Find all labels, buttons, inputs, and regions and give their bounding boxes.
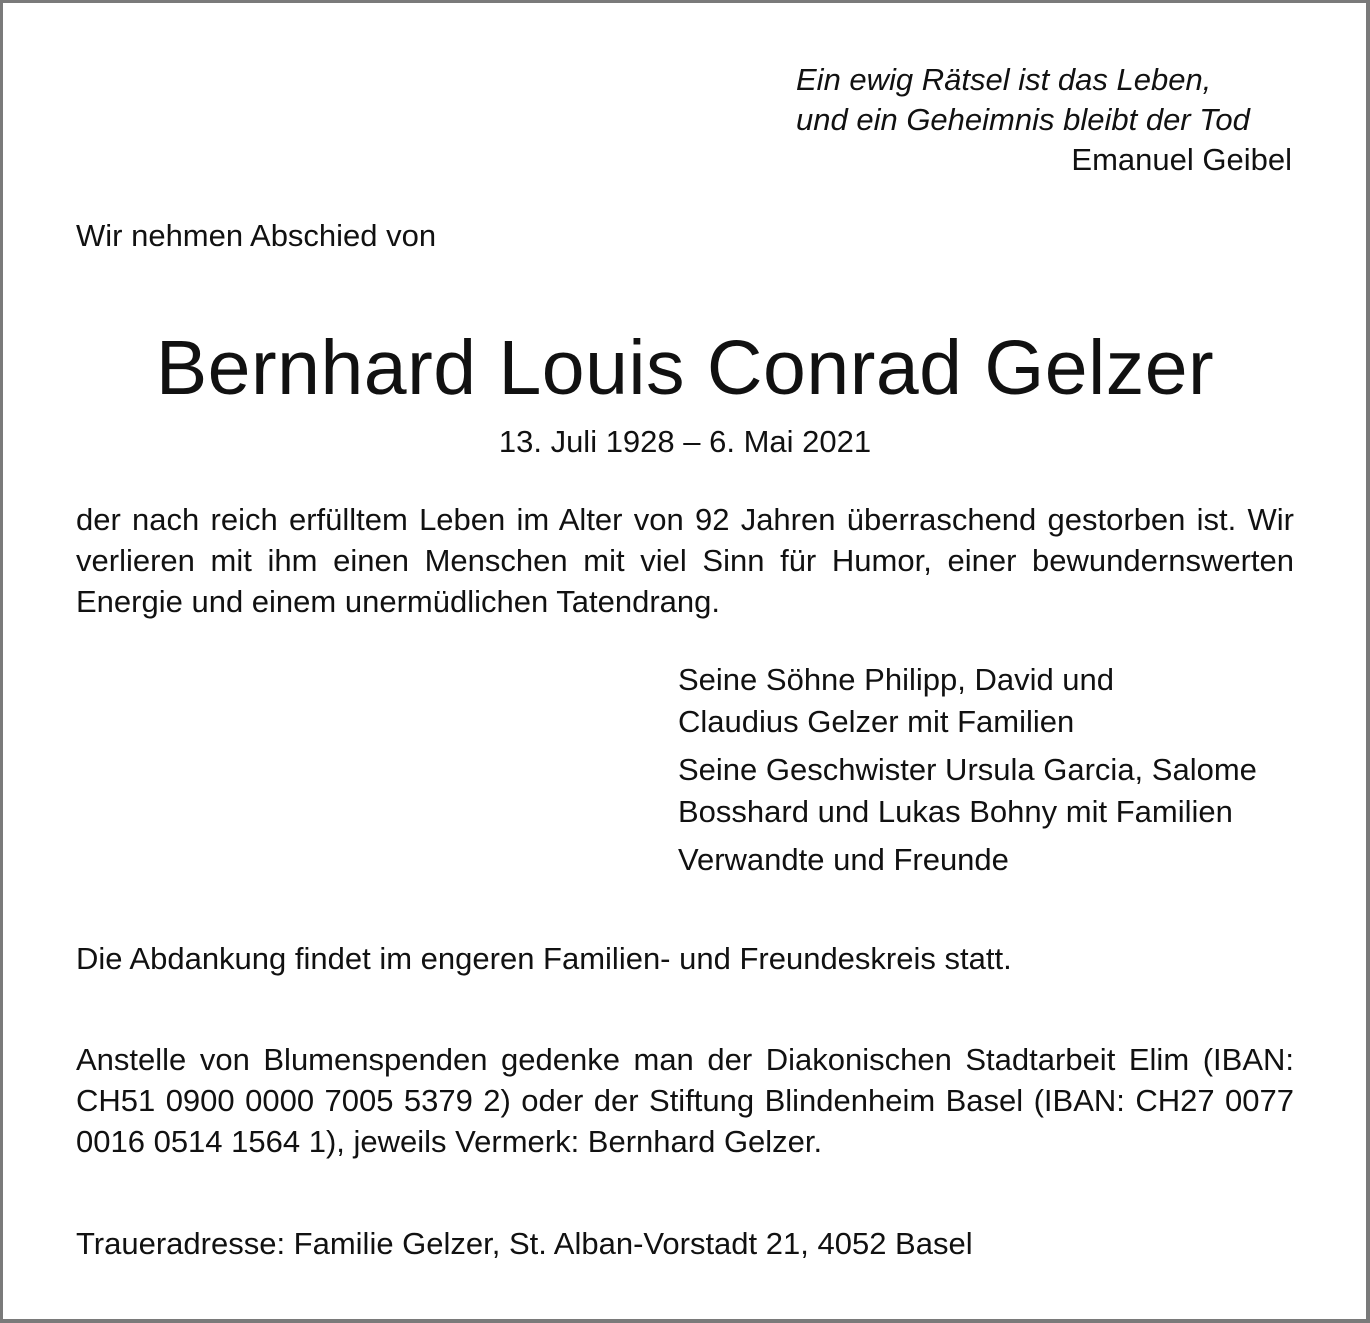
epigraph-line-2: und ein Geheimnis bleibt der Tod	[796, 102, 1250, 137]
mourning-address: Traueradresse: Familie Gelzer, St. Alban-Vorstadt 21, 4052 Basel	[76, 1226, 973, 1261]
mourner-group	[678, 749, 1298, 833]
epigraph	[796, 60, 1296, 180]
mourner-line: Bosshard und Lukas Bohny mit Familien	[678, 794, 1233, 829]
deceased-name: Bernhard Louis Conrad Gelzer	[155, 325, 1215, 411]
mourner-group	[678, 659, 1298, 743]
mourner-line: Seine Söhne Philipp, David und	[678, 662, 1115, 697]
intro-text: Wir nehmen Abschied von	[76, 218, 437, 253]
obituary-text: der nach reich erfülltem Leben im Alter von 92 Jahren überraschend gestorben ist. Wir verlieren mit ihm einen Menschen mit viel Sinn für Humor, einer bewundernswerten Energie und einem unermüdlichen Tatendrang.	[76, 502, 1294, 619]
mourner-line: Seine Geschwister Ursula Garcia, Salome	[678, 752, 1257, 787]
mourner-line: Claudius Gelzer mit Familien	[678, 704, 1075, 739]
funeral-notice: Die Abdankung findet im engeren Familien- und Freundeskreis statt.	[76, 941, 1012, 976]
epigraph-author: Emanuel Geibel	[1071, 142, 1292, 177]
epigraph-line-1: Ein ewig Rätsel ist das Leben,	[796, 62, 1212, 97]
life-dates: 13. Juli 1928 – 6. Mai 2021	[498, 424, 872, 459]
mourners-list	[678, 659, 1298, 887]
mourner-group	[678, 839, 1298, 881]
donation-info: Anstelle von Blumenspenden gedenke man der Diakonischen Stadtarbeit Elim (IBAN: CH51 0900 0000 7005 5379 2) oder der Stiftung Blindenheim Basel (IBAN: CH27 0077 0016 0514 1564 1), jeweils Vermerk: Bernhard Gelzer.	[76, 1042, 1294, 1159]
mourner-line: Verwandte und Freunde	[678, 842, 1009, 877]
